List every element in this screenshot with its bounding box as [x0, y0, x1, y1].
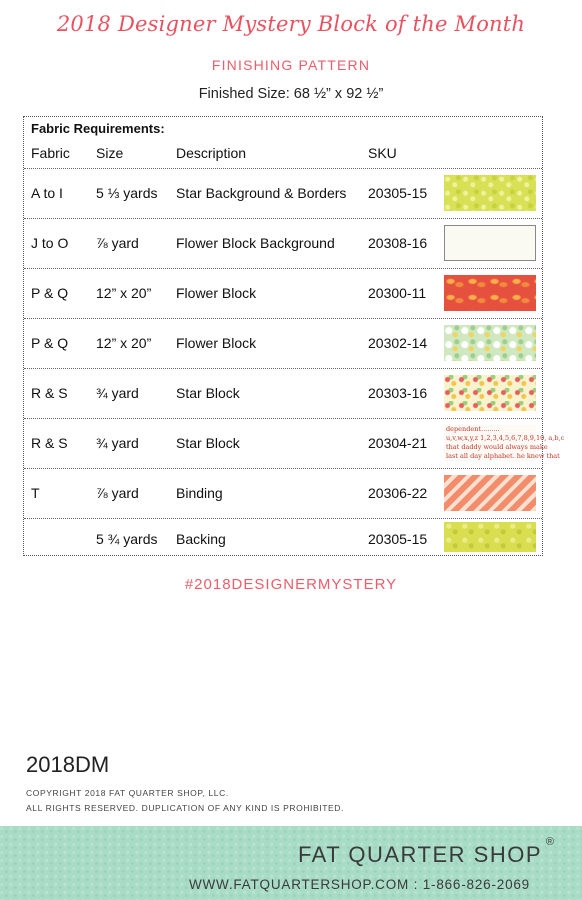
swatch-print-text: u,v,w,x,y,z 1,2,3,4,5,6,7,8,9,10, a,b,c	[446, 434, 565, 442]
cell-size: ⅞ yard	[96, 485, 139, 501]
column-header-description: Description	[176, 145, 247, 161]
table-row	[24, 218, 542, 269]
fabric-swatch	[444, 225, 536, 261]
footer-banner	[0, 826, 582, 900]
cell-description: Star Background & Borders	[176, 185, 347, 201]
fabric-swatch	[444, 325, 536, 361]
cell-sku: 20302-14	[368, 335, 428, 351]
hashtag: #2018DESIGNERMYSTERY	[184, 576, 398, 593]
cell-size: 5 ¾ yards	[96, 531, 158, 547]
fabric-swatch	[444, 275, 536, 311]
cell-size: ¾ yard	[96, 385, 139, 401]
table-row	[24, 518, 542, 556]
column-header-sku: SKU	[368, 145, 397, 161]
cell-description: Star Block	[176, 435, 240, 451]
cell-description: Backing	[176, 531, 226, 547]
cell-fabric: P & Q	[31, 285, 69, 301]
column-header-fabric: Fabric	[31, 145, 70, 161]
fabric-swatch	[444, 522, 536, 552]
table-row	[24, 368, 542, 419]
cell-size: ¾ yard	[96, 435, 139, 451]
cell-sku: 20300-11	[368, 285, 427, 301]
cell-fabric: T	[31, 485, 40, 501]
table-row	[24, 168, 542, 219]
cell-size: ⅞ yard	[96, 235, 139, 251]
cell-description: Star Block	[176, 385, 240, 401]
cell-fabric: P & Q	[31, 335, 69, 351]
page-subtitle: FINISHING PATTERN	[211, 57, 371, 73]
cell-size: 5 ⅓ yards	[96, 185, 158, 201]
swatch-print-text: last all day alphabet. he knew that	[446, 452, 560, 460]
pattern-code: 2018DM	[26, 752, 110, 777]
swatch-print-text: dependent.........	[446, 425, 500, 433]
table-row	[24, 268, 542, 319]
cell-description: Binding	[176, 485, 223, 501]
fabric-swatch	[444, 425, 565, 461]
cell-fabric: A to I	[31, 185, 63, 201]
table-row	[24, 468, 542, 519]
registered-mark: ®	[545, 836, 554, 848]
cell-sku: 20304-21	[368, 435, 428, 451]
shop-name: FAT QUARTER SHOP	[297, 842, 542, 867]
table-heading: Fabric Requirements:	[31, 121, 165, 136]
page-title: 2018 Designer Mystery Block of the Month	[56, 12, 526, 36]
fabric-swatch	[444, 175, 536, 211]
copyright-line: COPYRIGHT 2018 FAT QUARTER SHOP, LLC.	[26, 788, 229, 798]
fabric-requirements-table	[23, 116, 565, 556]
cell-description: Flower Block	[176, 285, 257, 301]
cell-size: 12” x 20”	[96, 335, 152, 351]
table-row	[24, 318, 542, 369]
swatch-print-text: that daddy would always make	[446, 443, 548, 451]
finished-size: Finished Size: 68 ½” x 92 ½”	[198, 86, 384, 102]
cell-sku: 20308-16	[368, 235, 428, 251]
rights-line: ALL RIGHTS RESERVED. DUPLICATION OF ANY KIND IS PROHIBITED.	[26, 803, 345, 813]
fabric-swatch	[444, 475, 536, 511]
cell-description: Flower Block Background	[176, 235, 335, 251]
cell-description: Flower Block	[176, 335, 257, 351]
fabric-swatch	[444, 375, 536, 411]
column-header-size: Size	[96, 145, 124, 161]
table-row	[24, 418, 565, 469]
cell-fabric: J to O	[31, 235, 69, 251]
cell-sku: 20305-15	[368, 185, 428, 201]
cell-fabric: R & S	[31, 385, 68, 401]
shop-contact: WWW.FATQUARTERSHOP.COM : 1-866-826-2069	[188, 877, 530, 892]
cell-sku: 20305-15	[368, 531, 428, 547]
cell-fabric: R & S	[31, 435, 68, 451]
cell-sku: 20306-22	[368, 485, 428, 501]
cell-size: 12” x 20”	[96, 285, 152, 301]
cell-sku: 20303-16	[368, 385, 428, 401]
